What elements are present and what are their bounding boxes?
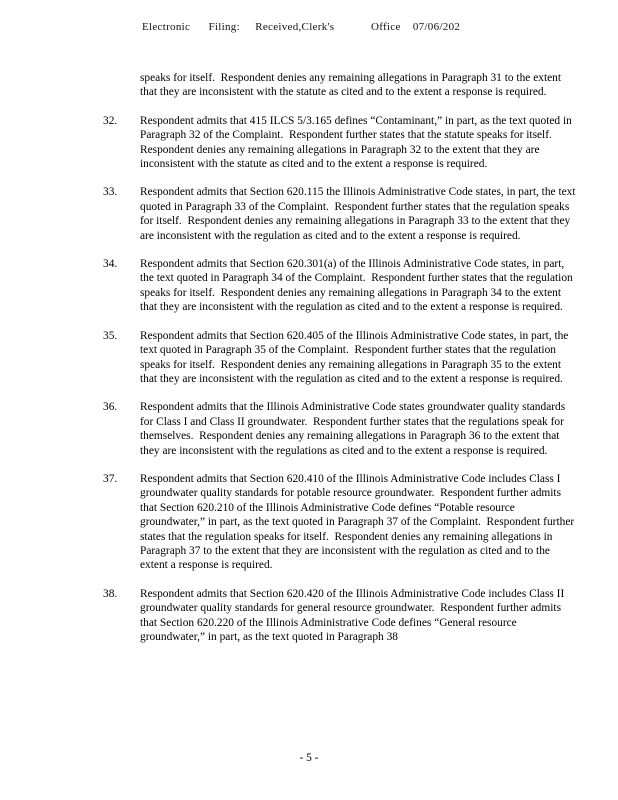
paragraph-text: Respondent admits that Section 620.420 of the Illinois Administrative Code includes Class II groundwater quality standards for general resource groundwater. Respondent further admits that Section 620.220 of the Illinois Administrative Code defines “General resource groundwater,” in part, as the text quoted in Paragraph 38 <box>140 587 568 643</box>
page-number: - 5 - <box>299 752 319 764</box>
paragraph-number: 35. <box>103 329 118 342</box>
paragraph-text: Respondent admits that Section 620.410 of the Illinois Administrative Code includes Class I groundwater quality standards for potable resource groundwater. Respondent further admits that Section 620.210 of the Illinois Administrative Code defines “Potable resource groundwater,” in part, as the text quoted in Paragraph 37 of the Complaint. Respondent further states that the regulation speaks for itself. Respondent denies any remaining allegations in Paragraph 37 to the extent that they are inconsistent with the regulation as cited and to the extent a response is required. <box>140 472 578 572</box>
paragraph-text: Respondent admits that Section 620.115 the Illinois Administrative Code states, in part, the text quoted in Paragraph 33 of the Complaint. Respondent further states that the regulation speaks for itself. Respondent denies any remaining allegations in Paragraph 33 to the extent that they are inconsistent with the regulation as cited and to the extent a response is required. <box>140 186 579 242</box>
numbered-paragraph-37 <box>103 472 577 573</box>
paragraph-text: Respondent admits that Section 620.301(a) of the Illinois Administrative Code states, in part, the text quoted in Paragraph 34 of the Complaint. Respondent further states that the regulation speaks for itself. Respondent denies any remaining allegations in Paragraph 34 to the extent that they are inconsistent with the regulation as cited and to the extent a response is required. <box>140 258 576 314</box>
paragraph-number: 33. <box>103 186 118 199</box>
continuation-paragraph: speaks for itself. Respondent denies any remaining allegations in Paragraph 31 to the extent that they are inconsistent with the statute as cited and to the extent a response is required. <box>140 72 564 99</box>
paragraph-text: Respondent admits that the Illinois Administrative Code states groundwater quality standards for Class I and Class II groundwater. Respondent further states that the regulations speak for themselves. Respondent denies any remaining allegations in Paragraph 36 to the extent that they are inconsistent with the regulations as cited and to the extent a response is required. <box>140 401 569 457</box>
paragraph-number: 32. <box>103 114 118 127</box>
paragraph-number: 36. <box>103 401 118 414</box>
numbered-paragraph-32 <box>103 114 577 172</box>
paragraph-number: 38. <box>103 587 118 600</box>
numbered-paragraph-35 <box>103 329 577 387</box>
paragraph-number: 34. <box>103 258 118 271</box>
electronic-filing-stamp: Electronic Filing: Received,Clerk's Office 07/06/202 <box>142 21 461 33</box>
numbered-paragraph-38 <box>103 587 577 645</box>
numbered-paragraph-33 <box>103 185 577 243</box>
numbered-paragraph-34 <box>103 257 577 315</box>
paragraph-text: Respondent admits that Section 620.405 of the Illinois Administrative Code states, in part, the text quoted in Paragraph 35 of the Complaint. Respondent further states that the regulation speaks for itself. Respondent denies any remaining allegations in Paragraph 35 to the extent that they are inconsistent with the regulation as cited and to the extent a response is required. <box>140 329 572 385</box>
paragraph-number: 37. <box>103 472 118 485</box>
paragraph-text: Respondent admits that 415 ILCS 5/3.165 defines “Contaminant,” in part, as the text quoted in Paragraph 32 of the Complaint. Respondent further states that the statute speaks for itself. Respondent denies any remaining allegations in Paragraph 32 to the extent that they are inconsistent with the statute as cited and to the extent a response is required. <box>140 114 575 171</box>
numbered-paragraph-36 <box>103 400 577 458</box>
document-body <box>103 71 577 658</box>
